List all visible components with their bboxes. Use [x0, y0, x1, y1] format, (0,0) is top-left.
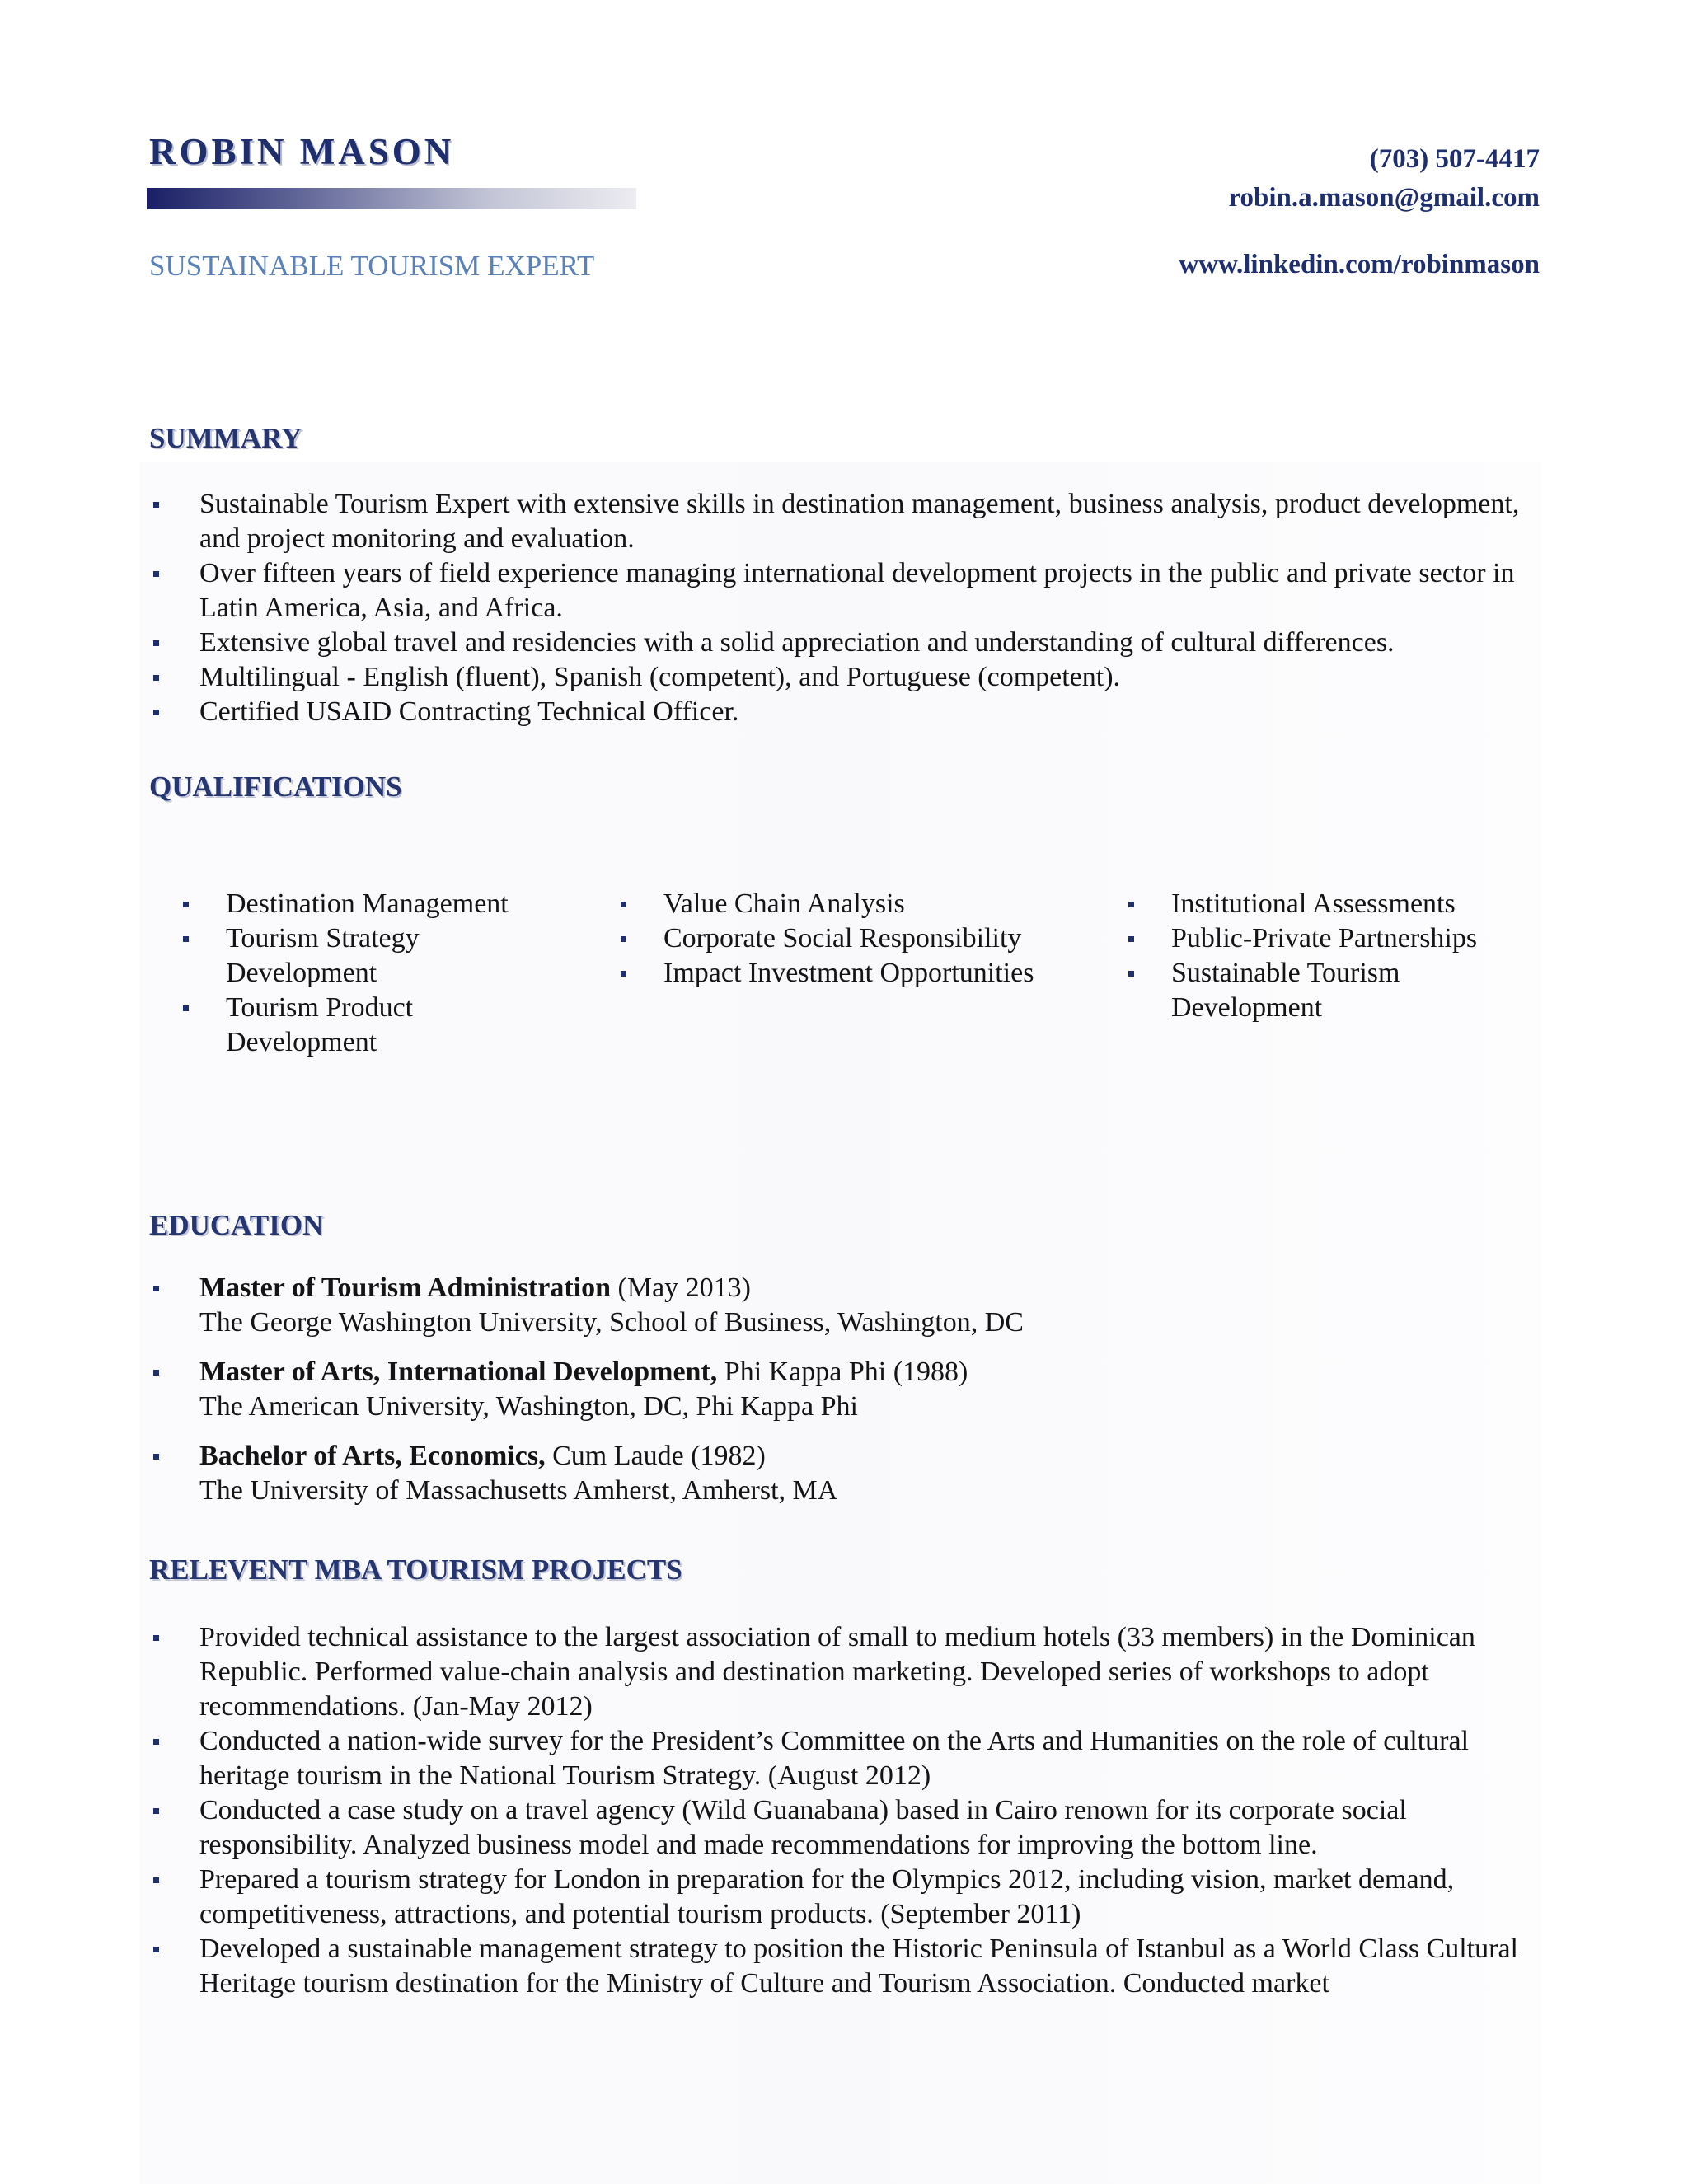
bullet-icon	[621, 936, 626, 942]
bullet-icon	[1128, 971, 1134, 977]
qualifications-heading: QUALIFICATIONS	[149, 771, 402, 803]
bullet-icon	[153, 571, 159, 577]
qualifications-column-3	[1124, 887, 1553, 1025]
professional-title: SUSTAINABLE TOURISM EXPERT	[149, 250, 595, 282]
bullet-icon	[1128, 902, 1134, 907]
project-item: Conducted a nation-wide survey for the President’s Committee on the Arts and Humanities on the role of cultural heritage tourism in the National Tourism Strategy. (August 2012)	[149, 1724, 1542, 1793]
project-item: Conducted a case study on a travel agency (Wild Guanabana) based in Cairo renown for its corporate social responsibility. Analyzed business model and made recommendations for improving the bottom line.	[149, 1793, 1542, 1863]
projects-list	[149, 1620, 1542, 2001]
school-name: The George Washington University, School of Business, Washington, DC	[199, 1307, 1024, 1338]
bullet-icon	[621, 971, 626, 977]
education-entry	[149, 1355, 1542, 1424]
bullet-icon	[153, 1947, 159, 1952]
bullet-icon	[153, 1370, 159, 1376]
qualification-item: Impact Investment Opportunities	[617, 956, 1078, 991]
education-entry	[149, 1439, 1542, 1508]
qualification-item: Value Chain Analysis	[617, 887, 1078, 921]
name-gradient-bar	[147, 188, 636, 209]
degree-title: Master of Tourism Administration	[199, 1272, 612, 1303]
bullet-icon	[183, 936, 189, 942]
project-item: Prepared a tourism strategy for London in preparation for the Olympics 2012, including vision, market demand, competitiveness, attractions, and potential tourism products. (September 2011)	[149, 1863, 1542, 1932]
bullet-icon	[1128, 936, 1134, 942]
degree-detail: Phi Kappa Phi (1988)	[717, 1357, 968, 1387]
degree-detail: (May 2013)	[611, 1272, 751, 1303]
qualification-item: Tourism Strategy Development	[179, 921, 558, 991]
contact-email[interactable]: robin.a.mason@gmail.com	[1228, 183, 1540, 213]
degree-title: Master of Arts, International Development,	[199, 1357, 718, 1387]
summary-list	[149, 487, 1542, 729]
bullet-icon	[153, 1877, 159, 1883]
degree-title: Bachelor of Arts, Economics,	[199, 1441, 546, 1471]
qualifications-column-2	[617, 887, 1078, 991]
qualification-item: Tourism Product Development	[179, 991, 558, 1060]
bullet-icon	[153, 640, 159, 646]
degree-detail: Cum Laude (1982)	[545, 1441, 766, 1471]
bullet-icon	[153, 1286, 159, 1291]
qualification-item: Destination Management	[179, 887, 558, 921]
bullet-icon	[153, 675, 159, 681]
bullet-icon	[183, 1005, 189, 1011]
summary-item: Extensive global travel and residencies with a solid appreciation and understanding of cultural differences.	[149, 626, 1542, 660]
bullet-icon	[153, 1454, 159, 1460]
qualification-item: Corporate Social Responsibility	[617, 921, 1078, 956]
qualifications-column-1	[179, 887, 558, 1060]
education-heading: EDUCATION	[149, 1209, 324, 1241]
school-name: The University of Massachusetts Amherst, Amherst, MA	[199, 1475, 838, 1506]
bullet-icon	[183, 902, 189, 907]
summary-item: Sustainable Tourism Expert with extensive skills in destination management, business analysis, product development, and project monitoring and evaluation.	[149, 487, 1542, 556]
summary-item: Over fifteen years of field experience managing international development projects in the public and private sector in Latin America, Asia, and Africa.	[149, 556, 1542, 626]
qualification-item: Sustainable Tourism Development	[1124, 956, 1553, 1025]
summary-item: Multilingual - English (fluent), Spanish (competent), and Portuguese (competent).	[149, 660, 1542, 695]
project-item: Provided technical assistance to the largest association of small to medium hotels (33 members) in the Dominican Republic. Performed value-chain analysis and destination marketing. Developed series of workshops to adopt recommendations. (Jan-May 2012)	[149, 1620, 1542, 1724]
bullet-icon	[153, 1635, 159, 1641]
contact-linkedin[interactable]: www.linkedin.com/robinmason	[1179, 250, 1540, 279]
bullet-icon	[153, 1739, 159, 1745]
qualification-item: Public-Private Partnerships	[1124, 921, 1553, 956]
qualification-item: Institutional Assessments	[1124, 887, 1553, 921]
bullet-icon	[621, 902, 626, 907]
projects-heading: RELEVENT MBA TOURISM PROJECTS	[149, 1554, 682, 1586]
candidate-name: ROBIN MASON	[149, 131, 455, 172]
summary-heading: SUMMARY	[149, 422, 302, 454]
school-name: The American University, Washington, DC, Phi Kappa Phi	[199, 1391, 858, 1422]
contact-phone: (703) 507-4417	[1369, 144, 1540, 174]
bullet-icon	[153, 1808, 159, 1814]
bullet-icon	[153, 710, 159, 715]
summary-item: Certified USAID Contracting Technical Officer.	[149, 695, 1542, 729]
education-list	[149, 1271, 1542, 1523]
project-item: Developed a sustainable management strategy to position the Historic Peninsula of Istanbul as a World Class Cultural Heritage tourism destination for the Ministry of Culture and Tourism Association. Conducted market	[149, 1932, 1542, 2001]
education-entry	[149, 1271, 1542, 1340]
bullet-icon	[153, 502, 159, 508]
